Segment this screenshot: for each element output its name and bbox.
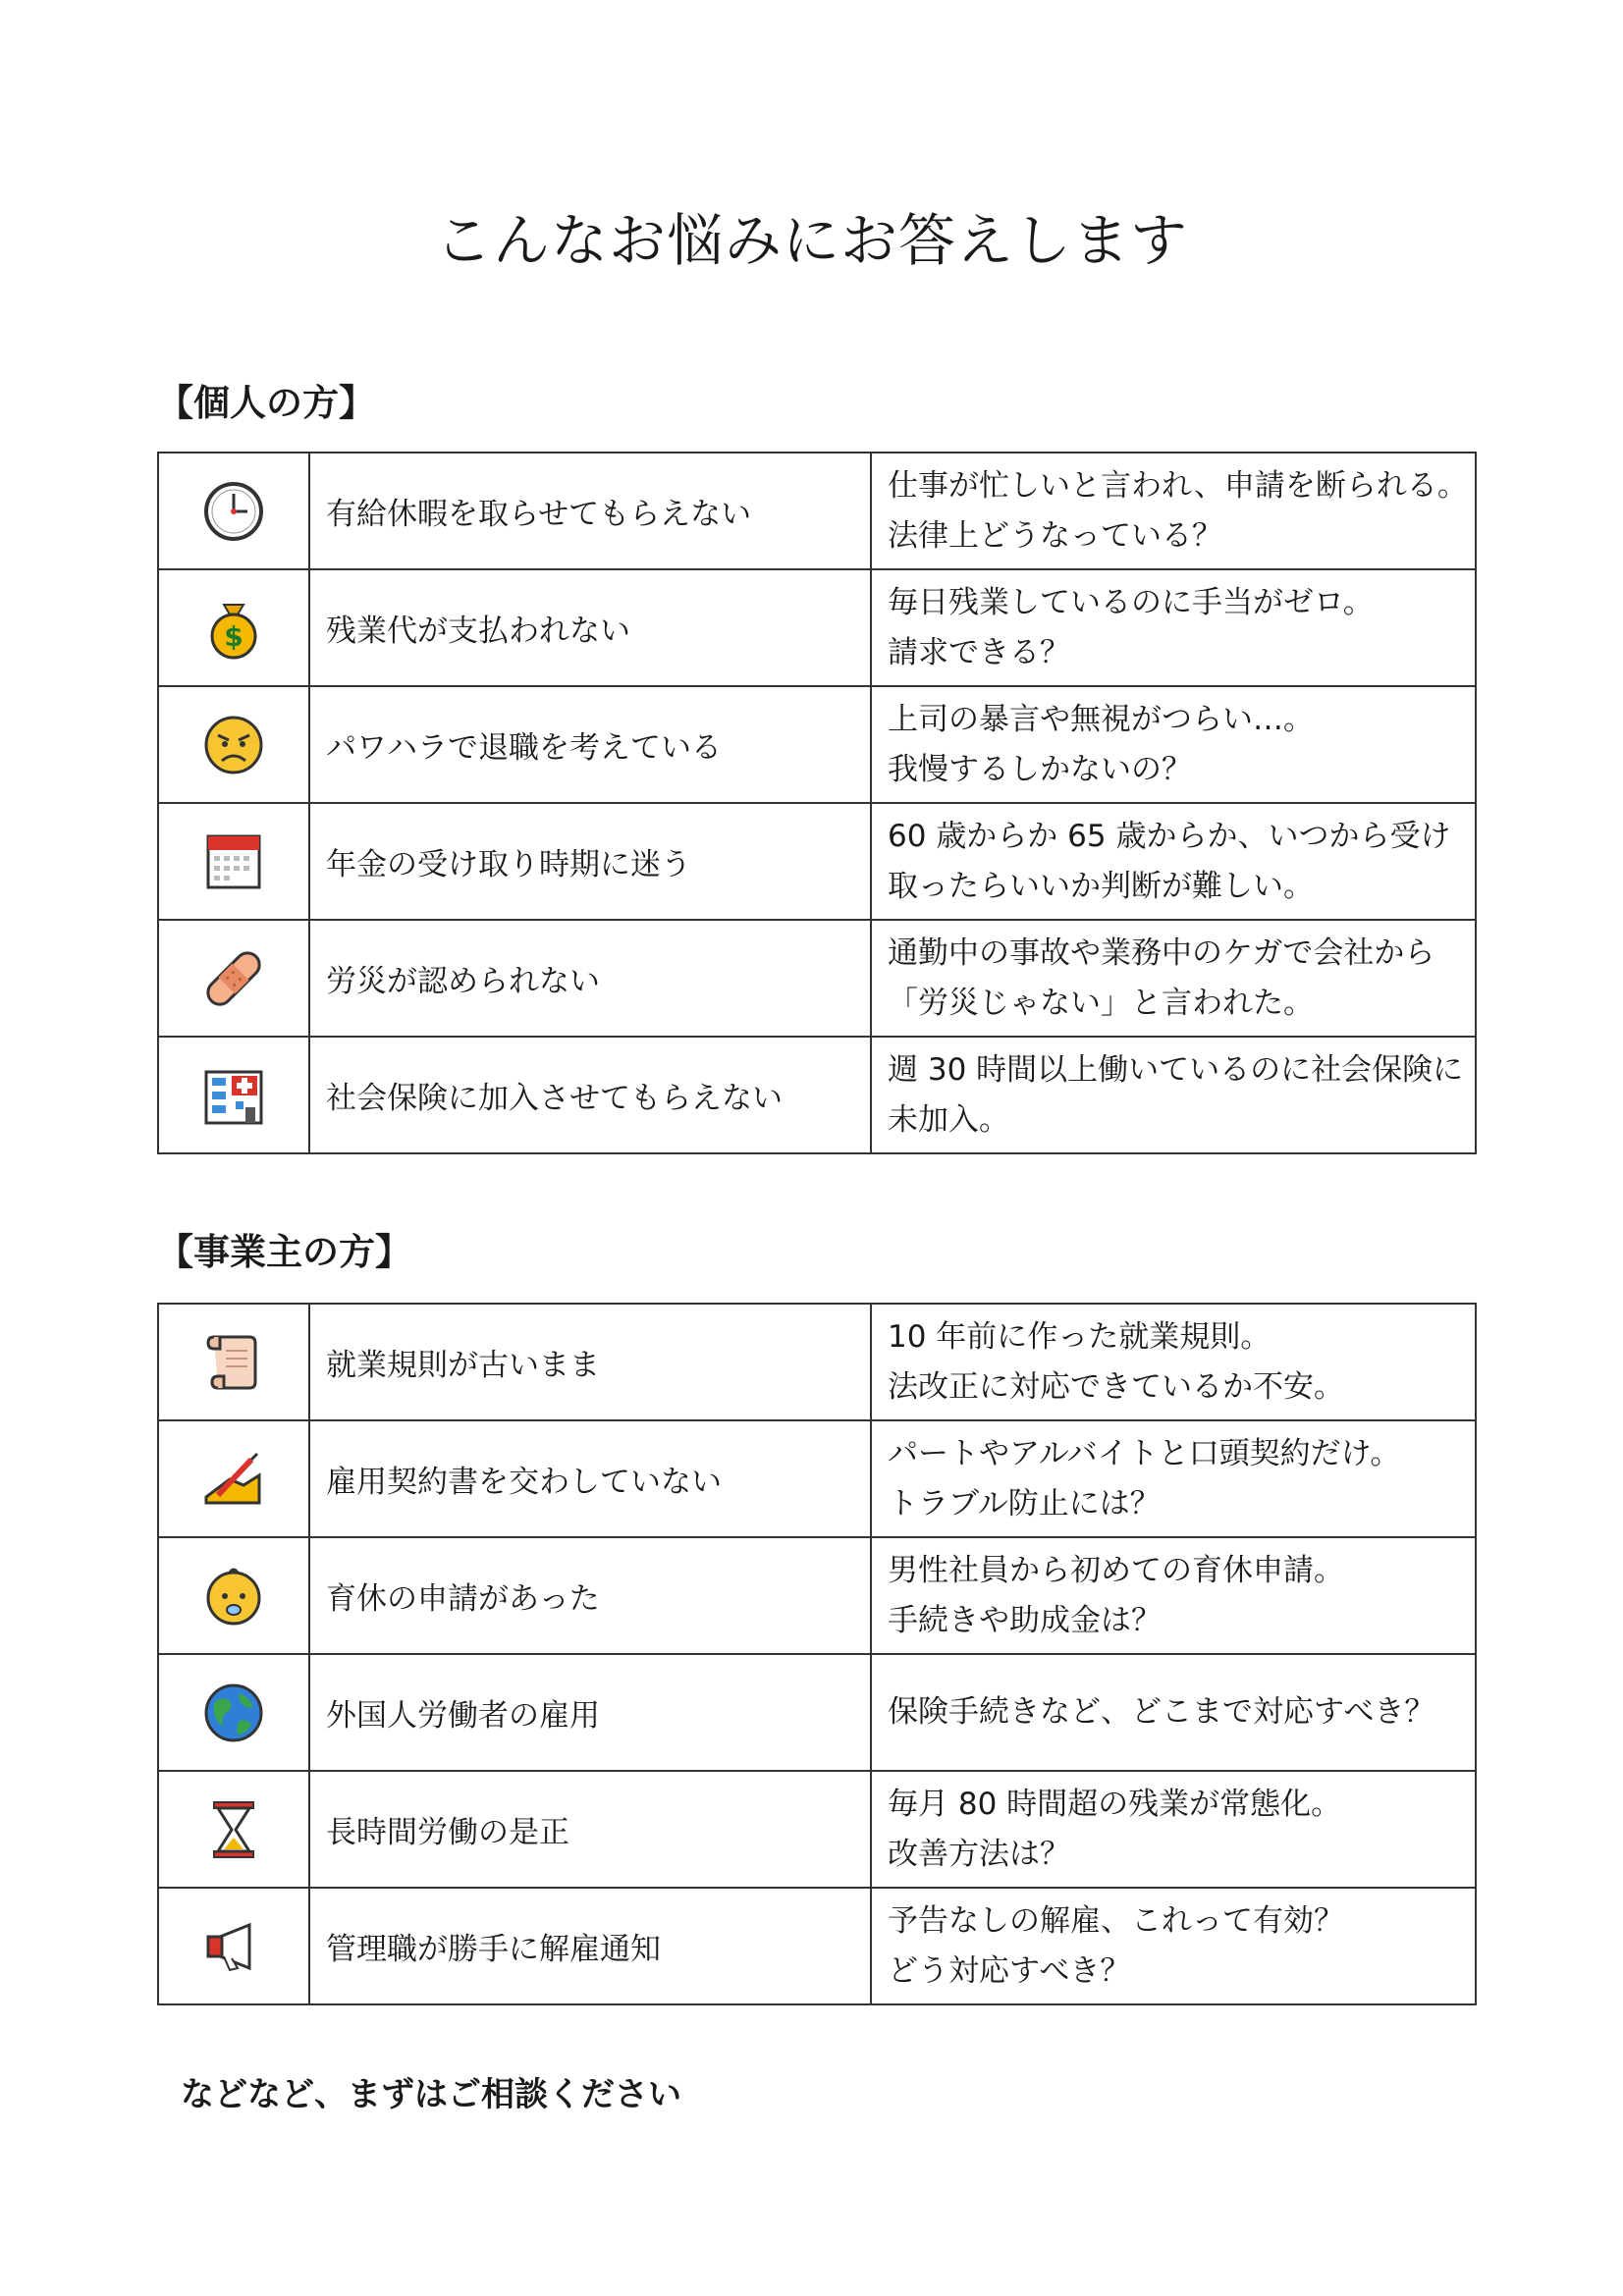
concern-detail: 週 30 時間以上働いているのに社会保険に 未加入。 xyxy=(871,1037,1476,1153)
icon-cell xyxy=(158,1037,309,1153)
table-row xyxy=(158,1771,1476,1888)
icon-cell xyxy=(158,803,309,920)
concern-table-individual xyxy=(157,452,1477,1154)
icon-cell xyxy=(158,920,309,1037)
hospital-icon xyxy=(200,1062,267,1129)
icon-cell xyxy=(158,1537,309,1654)
concern-detail: 60 歳からか 65 歳からか、いつから受け 取ったらいいか判断が難しい。 xyxy=(871,803,1476,920)
concern-topic: パワハラで退職を考えている xyxy=(309,686,871,803)
calendar-icon xyxy=(200,828,267,895)
scroll-icon xyxy=(200,1329,267,1396)
concern-detail: パートやアルバイトと口頭契約だけ。 トラブル防止には？ xyxy=(871,1420,1476,1537)
table-row xyxy=(158,1888,1476,2004)
table-row xyxy=(158,453,1476,569)
icon-cell xyxy=(158,569,309,686)
hourglass-icon xyxy=(200,1796,267,1863)
icon-cell xyxy=(158,1304,309,1420)
icon-cell xyxy=(158,686,309,803)
concern-topic: 就業規則が古いまま xyxy=(309,1304,871,1420)
section-heading-employer: 【事業主の方】 xyxy=(157,1231,411,1273)
icon-cell xyxy=(158,1888,309,2004)
concern-topic: 育休の申請があった xyxy=(309,1537,871,1654)
concern-topic: 労災が認められない xyxy=(309,920,871,1037)
money-bag-icon xyxy=(200,595,267,662)
concern-topic: 雇用契約書を交わしていない xyxy=(309,1420,871,1537)
concern-detail: 10 年前に作った就業規則。 法改正に対応できているか不安。 xyxy=(871,1304,1476,1420)
icon-cell xyxy=(158,453,309,569)
concern-topic: 有給休暇を取らせてもらえない xyxy=(309,453,871,569)
table-row xyxy=(158,569,1476,686)
angry-face-icon xyxy=(200,712,267,778)
baby-icon xyxy=(200,1563,267,1629)
concern-topic: 残業代が支払われない xyxy=(309,569,871,686)
concern-detail: 男性社員から初めての育休申請。 手続きや助成金は？ xyxy=(871,1537,1476,1654)
bandage-icon xyxy=(200,945,267,1012)
table-row xyxy=(158,1304,1476,1420)
table-row xyxy=(158,1537,1476,1654)
writing-hand-icon xyxy=(200,1446,267,1513)
page-title: こんなお悩みにお答えします xyxy=(434,207,1188,274)
icon-cell xyxy=(158,1771,309,1888)
table-row xyxy=(158,686,1476,803)
concern-detail: 上司の暴言や無視がつらい…。 我慢するしかないの？ xyxy=(871,686,1476,803)
concern-table-employer xyxy=(157,1303,1477,2005)
section-heading-individual: 【個人の方】 xyxy=(157,382,375,424)
concern-detail: 通勤中の事故や業務中のケガで会社から 「労災じゃない」と言われた。 xyxy=(871,920,1476,1037)
concern-detail: 毎月 80 時間超の残業が常態化。 改善方法は？ xyxy=(871,1771,1476,1888)
concern-topic: 長時間労働の是正 xyxy=(309,1771,871,1888)
icon-cell xyxy=(158,1654,309,1771)
concern-topic: 社会保険に加入させてもらえない xyxy=(309,1037,871,1153)
table-row xyxy=(158,920,1476,1037)
concern-topic: 管理職が勝手に解雇通知 xyxy=(309,1888,871,2004)
clock-icon xyxy=(200,478,267,545)
icon-cell xyxy=(158,1420,309,1537)
table-row xyxy=(158,1654,1476,1771)
concern-detail: 予告なしの解雇、これって有効？ どう対応すべき？ xyxy=(871,1888,1476,2004)
globe-icon xyxy=(200,1680,267,1746)
concern-topic: 外国人労働者の雇用 xyxy=(309,1654,871,1771)
closing-message: などなど、まずはご相談ください xyxy=(181,2075,681,2114)
table-row xyxy=(158,1420,1476,1537)
concern-detail: 仕事が忙しいと言われ、申請を断られる。 法律上どうなっている？ xyxy=(871,453,1476,569)
megaphone-icon xyxy=(200,1913,267,1980)
concern-detail: 保険手続きなど、どこまで対応すべき？ xyxy=(871,1654,1476,1771)
table-row xyxy=(158,1037,1476,1153)
concern-topic: 年金の受け取り時期に迷う xyxy=(309,803,871,920)
svg-text:$: $ xyxy=(224,619,243,653)
concern-detail: 毎日残業しているのに手当がゼロ。 請求できる？ xyxy=(871,569,1476,686)
table-row xyxy=(158,803,1476,920)
